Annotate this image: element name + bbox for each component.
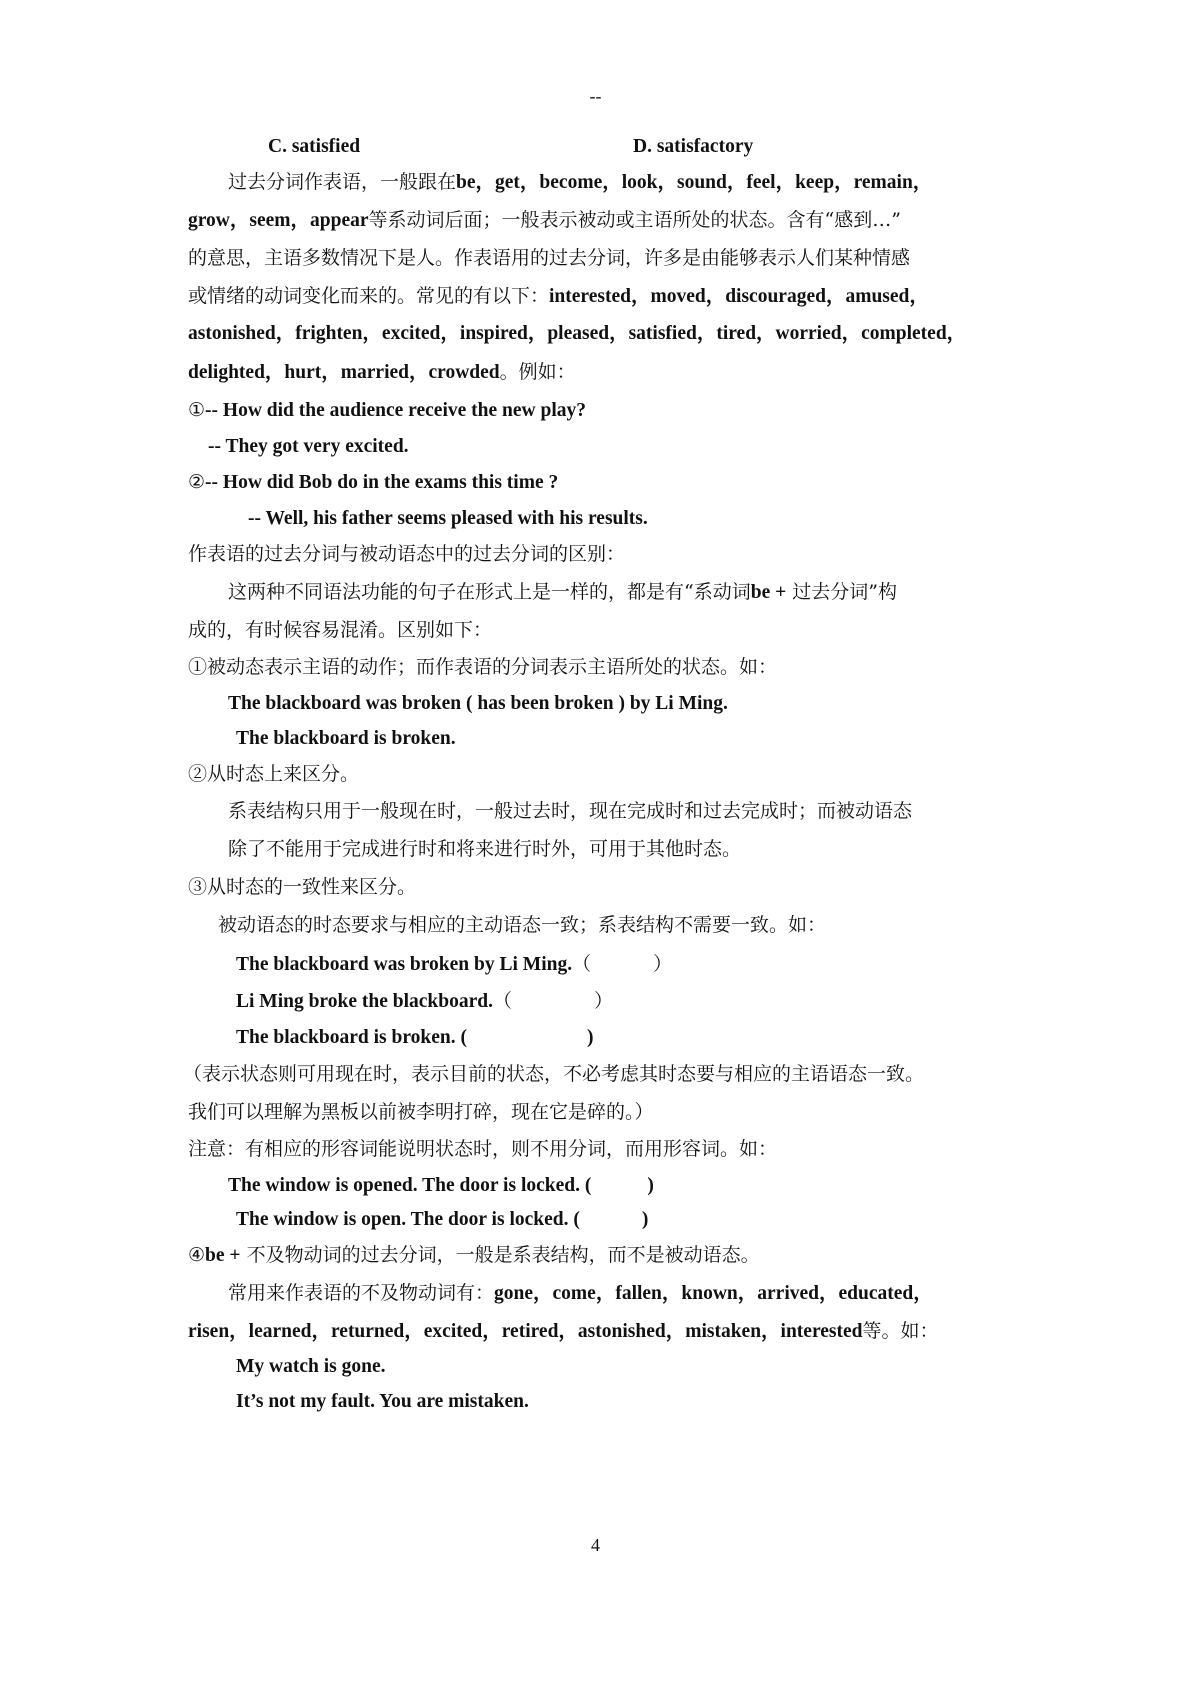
option-d: D. satisfactory xyxy=(633,136,754,157)
point4 xyxy=(188,1243,760,1268)
point1-example2: The blackboard is broken. xyxy=(236,728,456,749)
example1-question-text: -- How did the audience receive the new play? xyxy=(205,400,586,421)
para1-l2-text: 等系动词后面；一般表示被动或主语所处的状态。含有“感到…” xyxy=(368,209,901,231)
example2-question-text: -- How did Bob do in the exams this time ? xyxy=(205,472,559,493)
para1-l4-text: 或情绪的动词变化而来的。常见的有以下： xyxy=(188,285,550,307)
point4-l1-words: gone，come，fallen，known，arrived，educated， xyxy=(494,1283,933,1304)
paren-close: ) xyxy=(586,1027,594,1048)
para1-line2 xyxy=(188,208,901,233)
point2-line2: 除了不能用于完成进行时和将来进行时外，可用于其他时态。 xyxy=(228,838,742,860)
point3-note-line1: （表示状态则可用现在时，表示目前的状态，不必考虑其时态要与相应的主语语态一致。 xyxy=(183,1063,925,1085)
para1-l6-text: 。例如： xyxy=(499,361,576,383)
para1-line4 xyxy=(188,284,929,309)
page-header: -- xyxy=(589,86,602,106)
paren-close: ) xyxy=(641,1209,649,1230)
diff-intro-prefix: 这两种不同语法功能的句子在形式上是一样的，都是有“系动词 xyxy=(228,581,751,603)
point4-line1 xyxy=(228,1281,933,1306)
note-example1-text: The window is opened. The door is locked. ( xyxy=(228,1175,592,1196)
diff-intro-suffix: 过去分词”构 xyxy=(792,581,897,603)
point3-note-line2: 我们可以理解为黑板以前被李明打碎，现在它是碎的。） xyxy=(188,1101,654,1123)
point3-example1-text: The blackboard was broken by Li Ming. xyxy=(236,954,573,975)
diff-title: 作表语的过去分词与被动语态中的过去分词的区别： xyxy=(188,543,626,565)
example1-marker: ① xyxy=(188,399,206,421)
point3-line1: 被动语态的时态要求与相应的主动语态一致；系表结构不需要一致。如： xyxy=(218,914,827,936)
para1-l2-words: grow，seem，appear xyxy=(188,210,369,231)
note-example2 xyxy=(236,1208,648,1232)
note-example2-text: The window is open. The door is locked. ( xyxy=(236,1209,580,1230)
paren-close: ） xyxy=(593,990,613,1012)
page-number: 4 xyxy=(591,1535,600,1555)
point3-example1 xyxy=(236,952,672,977)
note-example1 xyxy=(228,1174,654,1198)
point3-example3-text: The blackboard is broken. ( xyxy=(236,1027,467,1048)
point4-text: 不及物动词的过去分词，一般是系表结构，而不是被动语态。 xyxy=(246,1244,760,1266)
para1-line6 xyxy=(188,360,576,385)
example1-question xyxy=(188,398,586,423)
diff-intro-bold: be + xyxy=(750,582,787,603)
point2-line1: 系表结构只用于一般现在时，一般过去时，现在完成时和过去完成时；而被动语态 xyxy=(228,800,913,822)
para1-l1-words: be，get，become，look，sound，feel，keep，remain， xyxy=(456,172,933,193)
point2: ②从时态上来区分。 xyxy=(188,763,360,785)
point1-example1: The blackboard was broken ( has been broken ) by Li Ming. xyxy=(228,693,728,714)
example2-answer: -- Well, his father seems pleased with his results. xyxy=(248,508,648,529)
diff-intro-line1 xyxy=(228,580,897,605)
point1: ①被动态表示主语的动作；而作表语的分词表示主语所处的状态。如： xyxy=(188,656,778,678)
para1-l4-words: interested，moved，discouraged，amused， xyxy=(549,286,929,307)
point4-marker: ④ xyxy=(188,1244,206,1266)
example2-marker: ② xyxy=(188,471,206,493)
point4-l1-text: 常用来作表语的不及物动词有： xyxy=(228,1282,495,1304)
point4-bold: be + xyxy=(205,1245,241,1266)
point4-l2-words: risen，learned，returned，excited，retired，astonished，mistaken，interested xyxy=(188,1321,863,1342)
paren-open: （ xyxy=(572,953,592,975)
point4-line2 xyxy=(188,1319,939,1344)
point3-example2-text: Li Ming broke the blackboard. xyxy=(236,991,493,1012)
paren-open: （ xyxy=(492,990,512,1012)
para1-line1 xyxy=(228,170,932,195)
diff-intro-line2: 成的，有时候容易混淆。区别如下： xyxy=(188,619,493,641)
point4-example1: My watch is gone. xyxy=(236,1356,386,1377)
para1-l1-text: 过去分词作表语，一般跟在 xyxy=(228,171,457,193)
paren-close: ) xyxy=(647,1175,654,1196)
paren-close: ） xyxy=(653,953,673,975)
example1-answer: -- They got very excited. xyxy=(208,436,409,457)
para1-l6-words: delighted，hurt，married，crowded xyxy=(188,362,500,383)
option-c: C. satisfied xyxy=(268,136,361,157)
point3-example3 xyxy=(236,1026,593,1050)
point4-example2: It’s not my fault. You are mistaken. xyxy=(236,1391,529,1412)
point3-example2 xyxy=(236,989,613,1014)
note: 注意：有相应的形容词能说明状态时，则不用分词，而用形容词。如： xyxy=(188,1138,778,1160)
para1-line5: astonished，frighten，excited，inspired，pleased，satisfied，tired，worried，completed， xyxy=(188,323,967,344)
para1-line3: 的意思，主语多数情况下是人。作表语用的过去分词，许多是由能够表示人们某种情感 xyxy=(188,247,911,269)
example2-question xyxy=(188,470,558,495)
point4-l2-text: 等。如： xyxy=(862,1320,939,1342)
point3: ③从时态的一致性来区分。 xyxy=(188,876,417,898)
